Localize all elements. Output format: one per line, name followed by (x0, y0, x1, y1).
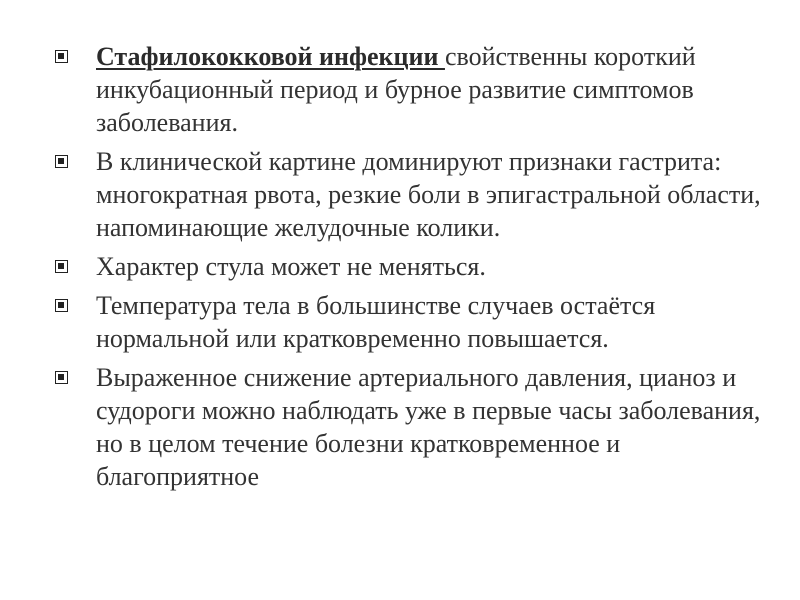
square-bullet-icon (55, 50, 68, 63)
bullet-text: В клинической картине доминируют признаки гастрита: многократная рвота, резкие боли в эпигастральной области, напоминающие желудочные колики. (96, 147, 761, 242)
bullet-text: Температура тела в большинстве случаев остаётся нормальной или кратковременно повышается. (96, 291, 656, 353)
square-bullet-icon (55, 155, 68, 168)
bullet-text: Выраженное снижение артериального давления, цианоз и судороги можно наблюдать уже в первые часы заболевания, но в целом течение болезни кратковременное и благоприятное (96, 363, 761, 491)
bullet-emphasis: Стафилококковой инфекции (96, 42, 445, 71)
bullet-item-5 (52, 361, 762, 493)
bullet-item-2 (52, 145, 762, 244)
bullet-list (52, 40, 762, 499)
square-bullet-icon (55, 260, 68, 273)
bullet-item-3 (52, 250, 762, 283)
square-bullet-icon (55, 299, 68, 312)
bullet-item-4 (52, 289, 762, 355)
bullet-text: свойственны короткий инкубационный период и бурное развитие симптомов заболевания. (96, 42, 696, 137)
bullet-text: Характер стула может не меняться. (96, 252, 486, 281)
square-bullet-icon (55, 371, 68, 384)
bullet-item-1 (52, 40, 762, 139)
